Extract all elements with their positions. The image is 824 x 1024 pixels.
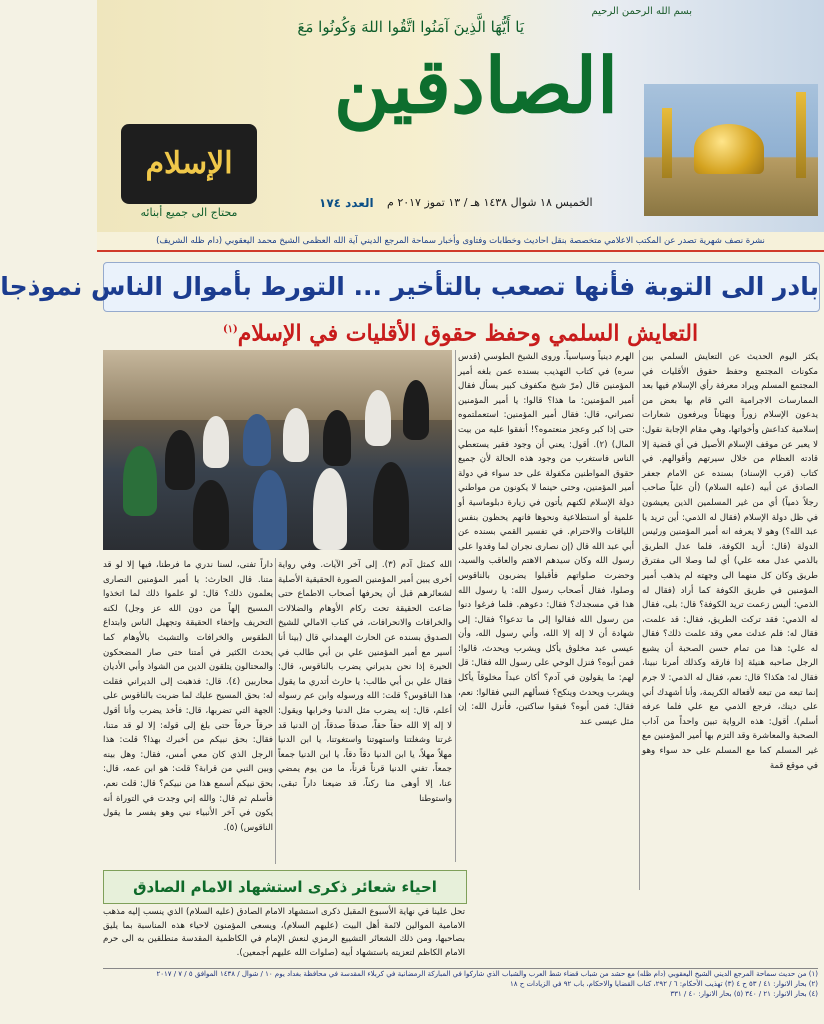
photo-wall bbox=[103, 350, 452, 420]
quran-verse: يَا أَيُّهَا الَّذِينَ آمَنُوا اتَّقُوا اللهَ وَكُونُوا مَعَ bbox=[297, 18, 524, 36]
issue-date: الخميس ١٨ شوال ١٤٣٨ هـ / ١٣ تموز ٢٠١٧ م bbox=[387, 196, 593, 209]
article-column-2 bbox=[458, 350, 634, 890]
footnotes bbox=[103, 968, 818, 1021]
person-figure bbox=[323, 410, 351, 466]
column-divider bbox=[455, 350, 456, 862]
sub-headline-text: التعايش السلمي وحفظ حقوق الأقليات في الإسلام bbox=[237, 320, 699, 347]
article-column-1 bbox=[642, 350, 818, 890]
islam-logo: الإسلام bbox=[121, 124, 257, 204]
person-figure bbox=[165, 430, 195, 490]
person-figure bbox=[203, 416, 229, 468]
basmala: بسم الله الرحمن الرحيم bbox=[591, 6, 692, 17]
person-figure bbox=[123, 446, 157, 516]
person-figure bbox=[373, 462, 409, 550]
logo-slogan: محتاج الى جميع أبنائه bbox=[140, 206, 238, 219]
footnote: (١) من حديث سماحة المرجع الديني الشيخ اليعقوبي (دام ظله) مع حشد من شباب قضاء شط العرب والشباب الذي شاركوا في المباركة الرمضانية في كربلاء المقدسة في محافظة بغداد يوم ١٠ / شوال / ١٤٣٨ الموافق ٥ / ٧ / ٢٠١٧ bbox=[156, 970, 818, 978]
section-title: احياء شعائر ذكرى استشهاد الامام الصادق bbox=[103, 870, 467, 904]
gathering-photo bbox=[103, 350, 452, 550]
article-column-4 bbox=[103, 558, 273, 868]
info-bar: نشرة نصف شهرية تصدر عن المكتب الاعلامي متخصصة بنقل احاديث وخطابات وفتاوى وأخبار سماحة المرجع الديني آية الله العظمى الشيخ محمد اليعقوبي (دام ظله الشريف) bbox=[97, 232, 824, 252]
column-divider bbox=[275, 558, 276, 864]
article-text: الهرم دينياً وسياسياً. وروى الشيخ الطوسي (قدس سره) في كتاب التهذيب بسنده عمن بلغه أمير المؤمنين قال (مرّ شيخ مكفوف كبير يسأل فقال أمير المؤمنين: ما هذا؟ قالوا: يا أمير المؤمنين نصراني، قال: فقال أمير المؤمنين: استعملتموه حتى إذا كبر وعجز منعتموه؟! أنفقوا عليه من بيت المال) (٢). أقول: يعني أن وجود فقير يستعطي الناس فاستغرب من وجود هذه الحالة لأن جميع حقوق المواطنين مكفولة على حد سواء في دولة أمير المؤمنين، وحتى حينما لا يكونون من مواطني دولة الإسلام لكنهم يأتون في زيارة دبلوماسية أو علمية أو استطلاعية ونحوها فانهم يحظون بنفس اللياقات والاحترام. في تفسير القمي بسنده عن أبي عبد الله قال (إن نصارى نجران لما وفدوا على رسول الله وكان سيدهم الاهتم والعاقب والسيد، وحضرت صلواتهم فأقبلوا يضربون بالناقوس وصلوا، فقال أصحاب رسول الله: يا رسول الله هذا في مسجدك؟ فقال: دعوهم. فلما فرغوا دنوا من رسول الله فقالوا إلى ما تدعوا؟ فقال: إلى شهادة أن لا إله إلا الله، وأني رسول الله، وأن عيسى عبد مخلوق يأكل ويشرب ويحدث، قالوا: فمن أبوه؟ فنزل الوحي على رسول الله فقال: قل لهم: ما يقولون في آدم؟ أكان عبداً مخلوقاً يأكل ويشرب ويحدث وينكح؟ فسألهم النبي فقالوا: نعم، فقال: فمن أبوه؟ فبقوا ساكتين، فأنزل الله: إن مثل عيسى عند bbox=[458, 352, 634, 727]
sub-headline-note: (١) bbox=[222, 324, 238, 335]
person-figure bbox=[283, 408, 309, 462]
shrine-image bbox=[644, 84, 818, 216]
masthead bbox=[97, 0, 824, 232]
article-text: الله كمثل آدم (٣). إلى آخر الآيات. وفي رواية أخرى يبين أمير المؤمنين الصورة الحقيقية الأصلية لشعائرهم قبل أن يحرفها أصحاب الاطماع حتى ضاعت الحقيقة تحت ركام الأوهام والضلالات والخرافات والانحرافات، في كتاب الامالي للشيخ الصدوق بسنده عن الحارث الهمداني قال (بينا أنا أسير مع أمير المؤمنين علي بن أبي طالب في الحيرة إذا نحن بديراني يضرب بالناقوس، قال: فقال علي بن أبي طالب: يا حارث أتدري ما يقول هذا الناقوس؟ قلت: الله ورسوله وابن عم رسوله أعلم، قال: إنه يضرب مثل الدنيا وخرابها ويقول: لا إله إلا الله حقاً حقاً، صدقاً صدقاً، إن الدنيا قد غرتنا وشغلتنا واستهوتنا واستغوتنا، يا ابن الدنيا مهلاً مهلاً، يا ابن الدنيا دقاً دقاً، يا ابن الدنيا جمعاً جمعاً، تفني الدنيا قرناً قرناً، ما من يوم يمضي عنا، إلا أوهى منا ركناً، قد ضيعنا داراً تبقى، واستوطنا bbox=[278, 560, 452, 804]
article-column-3 bbox=[278, 558, 452, 868]
main-headline: بادر الى التوبة فأنها تصعب بالتأخير ... التورط بأموال الناس نموذجا bbox=[103, 262, 820, 312]
person-figure bbox=[253, 470, 287, 550]
footnote: (٢) بحار الانوار: ٤١ / ٥٣ ح ٤ (٣) تهذيب الأحكام: ٦ / ٢٩٢، كتاب القضايا والاحكام، باب ٩٢ في الزيادات ح ١٨ bbox=[509, 980, 818, 988]
person-figure bbox=[365, 390, 391, 446]
person-figure bbox=[313, 468, 347, 550]
section-text: تحل علينا في نهاية الأسبوع المقبل ذكرى استشهاد الامام الصادق (عليه السلام) الذي ينسب إليه مذهب الامامية الموالين لائمة أهل البيت (عليهم السلام)، ويسعى المؤمنون لاحياء هذه المناسبة بما يليق بصاحبها، ومن ذلك الشعائر التشييع الرمزي لنعش الإمام في الكاظمية المقدسة منطلقين به الى حرم الامام الكاظم لتعزيته باستشهاد أبيه (صلوات الله عليهم أجمعين). bbox=[103, 907, 465, 958]
person-figure bbox=[243, 414, 271, 466]
minaret-icon bbox=[796, 92, 806, 178]
sub-headline bbox=[103, 314, 818, 346]
column-divider bbox=[639, 350, 640, 890]
minaret-icon bbox=[662, 108, 672, 178]
article-text: يكثر اليوم الحديث عن التعايش السلمي بين مكونات المجتمع وحفظ حقوق الأقليات في المجتمع المسلم ويراد معرفة رأي الإسلام فيها بعد الممارسات الاجرامية التي قام بها بعض من يدعون الإسلام زوراً وبهتاناً ويرفعون شعارات إسلامية كداعش وأخواتها، وهي مقام الإجابة نقول: لا يعبر عن موقف الإسلام الأصيل في أي قضية إلا قادته العظام من خلال سيرتهم وأقوالهم. في كتاب (قرب الإسناد) بسنده عن الامام جعفر الصادق عن أبيه (عليه السلام) (أن علياً صاحب رجلاً ذمياً) أي من غير المسلمين الذين يعيشون في ظل دولة الإسلام (فقال له الذمي: أين تريد يا عبد الله؟) وهو لا يعرفه انه أمير المؤمنين ورئيس الدولة (قال: أريد الكوفة، فلما عدل الطريق بالذمي عدل معه علي) أي لما وصلا الى مفترق طريق وكان كل منهما الى وجهته لم يذهب أمير المؤمنين في طريق الكوفة كما أراد (فقال له الذمي: أليس زعمت تريد الكوفة؟ قال: بلى، فقال له الذمي: فقد تركت الطريق، فقال: قد علمت، فقال له: فلم عدلت معي وقد علمت ذلك؟ فقال له علي: هذا من تمام حسن الصحبة أن يشيع الرجل صاحبه هنيئة إذا فارقه وكذلك أمرنا نبينا، فقال له: هكذا؟ قال: نعم، فقال له الذمي: لا جرم إنما تبعه من تبعه لأفعاله الكريمة، وأنا أشهدك أني على دينك، فرجع الذمي مع علي فلما عرفه أسلم). أقول: هذه الرواية تبين واحداً من آداب الصحبة والمعاشرة وقد التزم بها أمير المؤمنين مع غير المسلم كما مع المسلم على حد سواء وهو في موقع قمة bbox=[642, 352, 818, 771]
article-text: داراً تفنى، لسنا ندري ما فرطنا، فيها إلا لو قد متنا. قال الحارث: يا أمير المؤمنين النصارى يعلمون ذلك؟ قال: لو علموا ذلك لما اتخذوا المسيح إلهاً من دون الله عز وجل) لكنه التحريف وإخفاء الحقيقة وتجهيل الناس وابتداع الطقوس والخرافات والتشبث بالأوهام كما يحدث الكثير في أمتنا حتى صار المضحكون والمحتالون يتلقون الدين من الشواذ وأبي الأديان محاربين (٤). قال: فذهبت إلى الديراني فقلت له: بحق المسيح عليك لما ضربت بالناقوس على الجهة التي تضربها، قال: فأخذ يضرب وأنا أقول حرفاً حرفاً حتى بلغ إلى قوله: إلا لو قد متنا، فقال: بحق نبيكم من أخبرك بهذا؟ قلت: هذا الرجل الذي كان معي أمس، فقال: وهل بينه وبين النبي من قرابة؟ قلت: هو ابن عمه، قال: بحق نبيكم أسمع هذا من نبيكم؟ قال: قلت نعم، فأسلم ثم قال: والله إني وجدت في التوراة أنه يكون في آخر الأنبياء نبي وهو يفسر ما يقول الناقوس) (٥). bbox=[103, 560, 274, 833]
newspaper-title: الصادقين bbox=[333, 41, 619, 130]
golden-dome-icon bbox=[694, 124, 764, 174]
person-figure bbox=[193, 480, 229, 550]
footnote: (٤) بحار الانوار: ٢١ / ٣٤٠ (٥) بحار الانوار: ٤٠ / ٣٣١ bbox=[670, 990, 818, 998]
issue-number: العدد ١٧٤ bbox=[319, 196, 374, 210]
person-figure bbox=[403, 380, 429, 440]
